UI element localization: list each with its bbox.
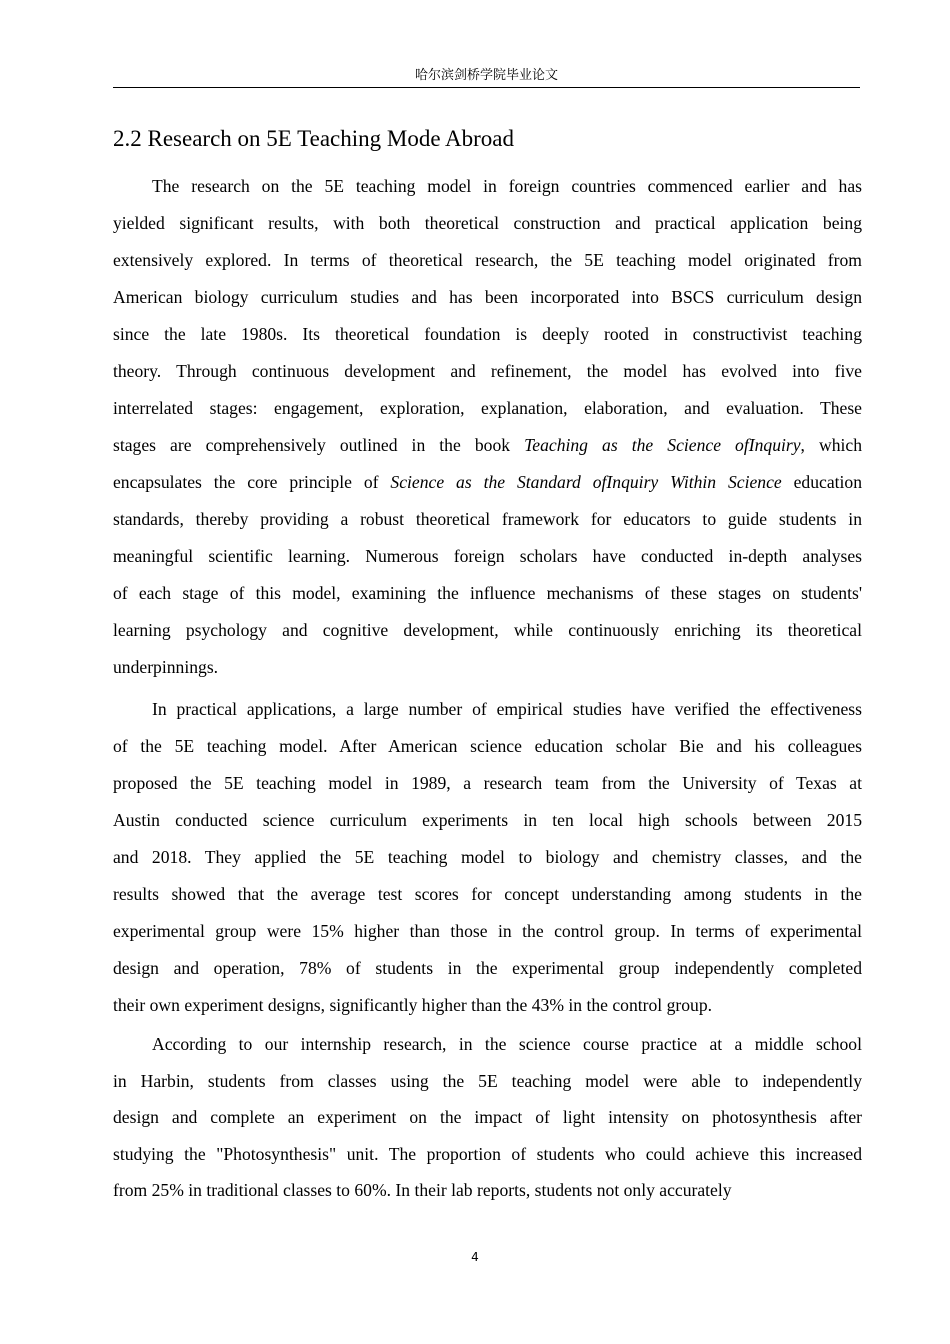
text-segment: stages are comprehensively outlined in the book xyxy=(113,435,525,455)
italic-title: Teaching as the Science ofInquiry xyxy=(524,435,801,455)
text-segment: theory. Through continuous development and refinement, the model has evolved into five xyxy=(113,361,862,381)
text-segment: According to our internship research, in the science course practice at a middle school xyxy=(152,1034,862,1054)
text-line xyxy=(113,1026,862,1063)
text-segment: studying the "Photosynthesis" unit. The proportion of students who could achieve this increased xyxy=(113,1143,862,1164)
section-heading: 2.2 Research on 5E Teaching Mode Abroad xyxy=(113,126,514,151)
text-segment: proposed the 5E teaching model in 1989, a research team from the University of Texas at xyxy=(113,773,862,793)
text-segment: Austin conducted science curriculum experiments in ten local high schools between 2015 xyxy=(113,810,862,830)
text-segment: of each stage of this model, examining the influence mechanisms of these stages on students' xyxy=(113,583,862,603)
text-line xyxy=(113,464,862,501)
text-segment: meaningful scientific learning. Numerous foreign scholars have conducted in-depth analyses xyxy=(113,546,862,566)
text-segment: experimental group were 15% higher than those in the control group. In terms of experimental xyxy=(113,921,862,941)
text-segment: results showed that the average test scores for concept understanding among students in the xyxy=(113,884,862,904)
text-line xyxy=(113,765,862,802)
text-segment: extensively explored. In terms of theoretical research, the 5E teaching model originated from xyxy=(113,250,862,270)
text-line xyxy=(113,987,862,1024)
text-line xyxy=(113,353,862,390)
text-line xyxy=(113,390,862,427)
text-segment: design and complete an experiment on the impact of light intensity on photosynthesis after xyxy=(113,1107,862,1127)
paragraph-internship-research xyxy=(113,1026,862,1209)
text-segment: The research on the 5E teaching model in foreign countries commenced earlier and has xyxy=(152,176,862,196)
text-line xyxy=(113,1099,862,1136)
text-line xyxy=(113,728,862,765)
text-line xyxy=(113,913,862,950)
text-line xyxy=(113,501,862,538)
page-number: 4 xyxy=(471,1250,479,1264)
text-line xyxy=(113,839,862,876)
text-line xyxy=(113,802,862,839)
running-header-title: 哈尔滨剑桥学院毕业论文 xyxy=(414,68,558,83)
running-header xyxy=(113,66,860,88)
text-segment: their own experiment designs, significantly higher than the 43% in the control group. xyxy=(113,995,713,1015)
text-segment: design and operation, 78% of students in the experimental group independently completed xyxy=(113,958,862,978)
text-line xyxy=(113,691,862,728)
text-line xyxy=(113,612,862,649)
text-line xyxy=(113,205,862,242)
text-segment: from 25% in traditional classes to 60%. In their lab reports, students not only accurately xyxy=(113,1180,732,1200)
text-segment: In practical applications, a large number of empirical studies have verified the effectiveness xyxy=(152,699,862,719)
paragraph-practical-applications xyxy=(113,691,862,1024)
text-line xyxy=(113,575,862,612)
text-line xyxy=(113,1063,862,1100)
text-segment: in Harbin, students from classes using the 5E teaching model were able to independently xyxy=(113,1070,862,1091)
text-line xyxy=(113,279,862,316)
text-segment: learning psychology and cognitive development, while continuously enriching its theoretical xyxy=(113,620,862,640)
text-line xyxy=(113,168,862,205)
text-segment: , which xyxy=(800,435,862,455)
paragraph-theoretical-research xyxy=(113,168,862,686)
text-segment: of the 5E teaching model. After American science education scholar Bie and his colleagues xyxy=(113,736,862,756)
text-line xyxy=(113,649,862,686)
text-line xyxy=(113,950,862,987)
text-segment: education xyxy=(781,472,862,492)
text-segment: and 2018. They applied the 5E teaching model to biology and chemistry classes, and the xyxy=(113,847,862,867)
text-segment: since the late 1980s. Its theoretical foundation is deeply rooted in constructivist teaching xyxy=(113,324,862,344)
text-segment: standards, thereby providing a robust theoretical framework for educators to guide students in xyxy=(113,509,862,529)
text-segment: interrelated stages: engagement, exploration, explanation, elaboration, and evaluation. These xyxy=(113,398,862,418)
text-segment: American biology curriculum studies and has been incorporated into BSCS curriculum design xyxy=(113,287,862,307)
italic-title: Science as the Standard ofInquiry Within Science xyxy=(390,472,782,492)
text-line xyxy=(113,538,862,575)
text-line xyxy=(113,427,862,464)
text-line xyxy=(113,242,862,279)
text-line xyxy=(113,316,862,353)
text-line xyxy=(113,1136,862,1173)
text-segment: underpinnings. xyxy=(113,657,219,677)
text-line xyxy=(113,1172,862,1209)
text-segment: yielded significant results, with both theoretical construction and practical application being xyxy=(113,213,862,233)
text-line xyxy=(113,876,862,913)
text-segment: encapsulates the core principle of xyxy=(113,472,391,492)
